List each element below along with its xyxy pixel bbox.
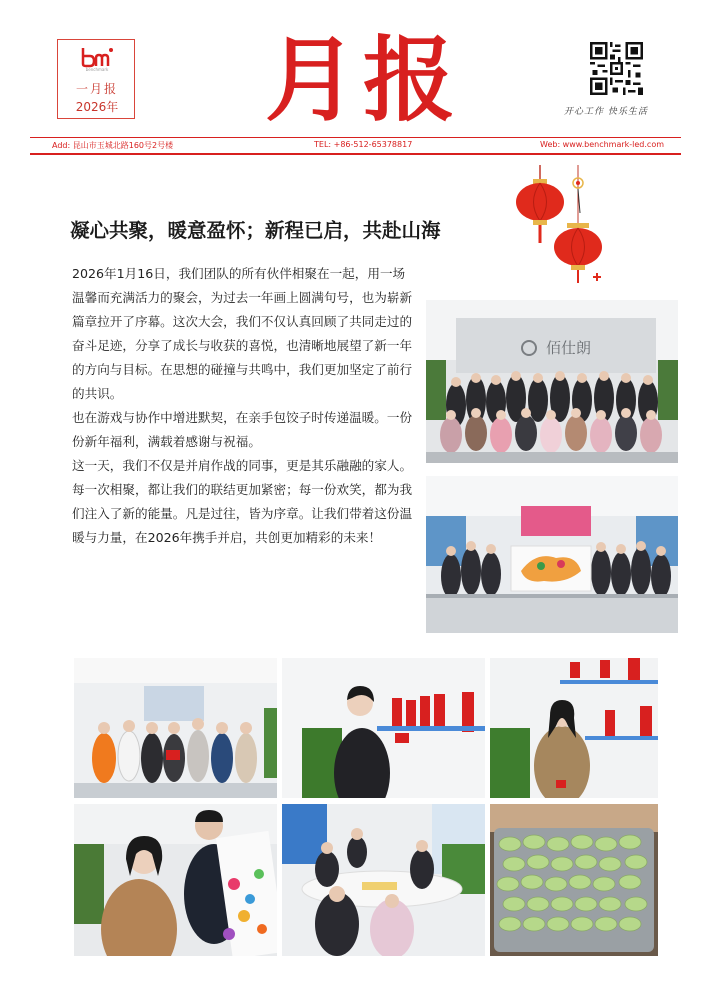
address: Add: 昆山市玉城北路160号2号楼 <box>52 141 174 150</box>
telephone: TEL: +86-512-65378817 <box>314 140 413 149</box>
photo-colleagues-map <box>74 804 277 956</box>
top-rule <box>30 137 681 138</box>
photo-woman-wall <box>490 658 658 798</box>
group-photo-1 <box>426 300 678 463</box>
group-photo-2 <box>426 476 678 633</box>
website-link[interactable]: Web: www.benchmark-led.com <box>540 140 665 149</box>
paragraph: 这一天，我们不仅是并肩作战的同事，更是其乐融融的家人。每一次相聚，都让我们的联结更加紧密；每一份欢笑，都为我们注入了新的能量。凡是过往，皆为序章。让我们带着这份温暖与力量，在2026年携手并启，共创更加精彩的未来！ <box>72 458 413 545</box>
paragraph: 2026年1月16日，我们团队的所有伙伴相聚在一起，用一场温馨而充满活力的聚会，为过去一年画上圆满句号，也为崭新篇章拉开了序幕。这次大会，我们不仅认真回顾了共同走过的奋斗足迹，分享了成长与收获的喜悦，也清晰地展望了新一年的方向与目标。在思想的碰撞与共鸣中，我们更加坚定了前行的共识。 <box>72 266 413 401</box>
masthead-title: 月报 <box>264 26 461 134</box>
photo-table-games <box>282 804 485 956</box>
logo-wordmark: benchmark <box>85 67 109 72</box>
article-body <box>72 262 417 550</box>
bottom-rule <box>30 153 681 155</box>
issue-label: 一月报 <box>75 82 118 96</box>
photo-dumplings <box>490 804 658 956</box>
logo-box <box>57 39 135 119</box>
company-sign: 佰仕朗 <box>546 339 592 357</box>
slogan: 开心工作 快乐生活 <box>564 107 648 117</box>
article-headline: 凝心共聚，暖意盈怀；新程已启，共赴山海 <box>70 219 441 242</box>
company-logo-icon <box>80 46 114 68</box>
lanterns-icon <box>505 165 615 290</box>
qr-code-icon[interactable] <box>590 42 643 95</box>
issue-year: 2026年 <box>75 100 119 114</box>
photo-woman-red-envelope <box>282 658 485 798</box>
photo-awards <box>74 658 277 798</box>
paragraph: 也在游戏与协作中增进默契，在亲手包饺子时传递温暖。一份份新年福利，满载着感谢与祝福。 <box>72 410 413 449</box>
